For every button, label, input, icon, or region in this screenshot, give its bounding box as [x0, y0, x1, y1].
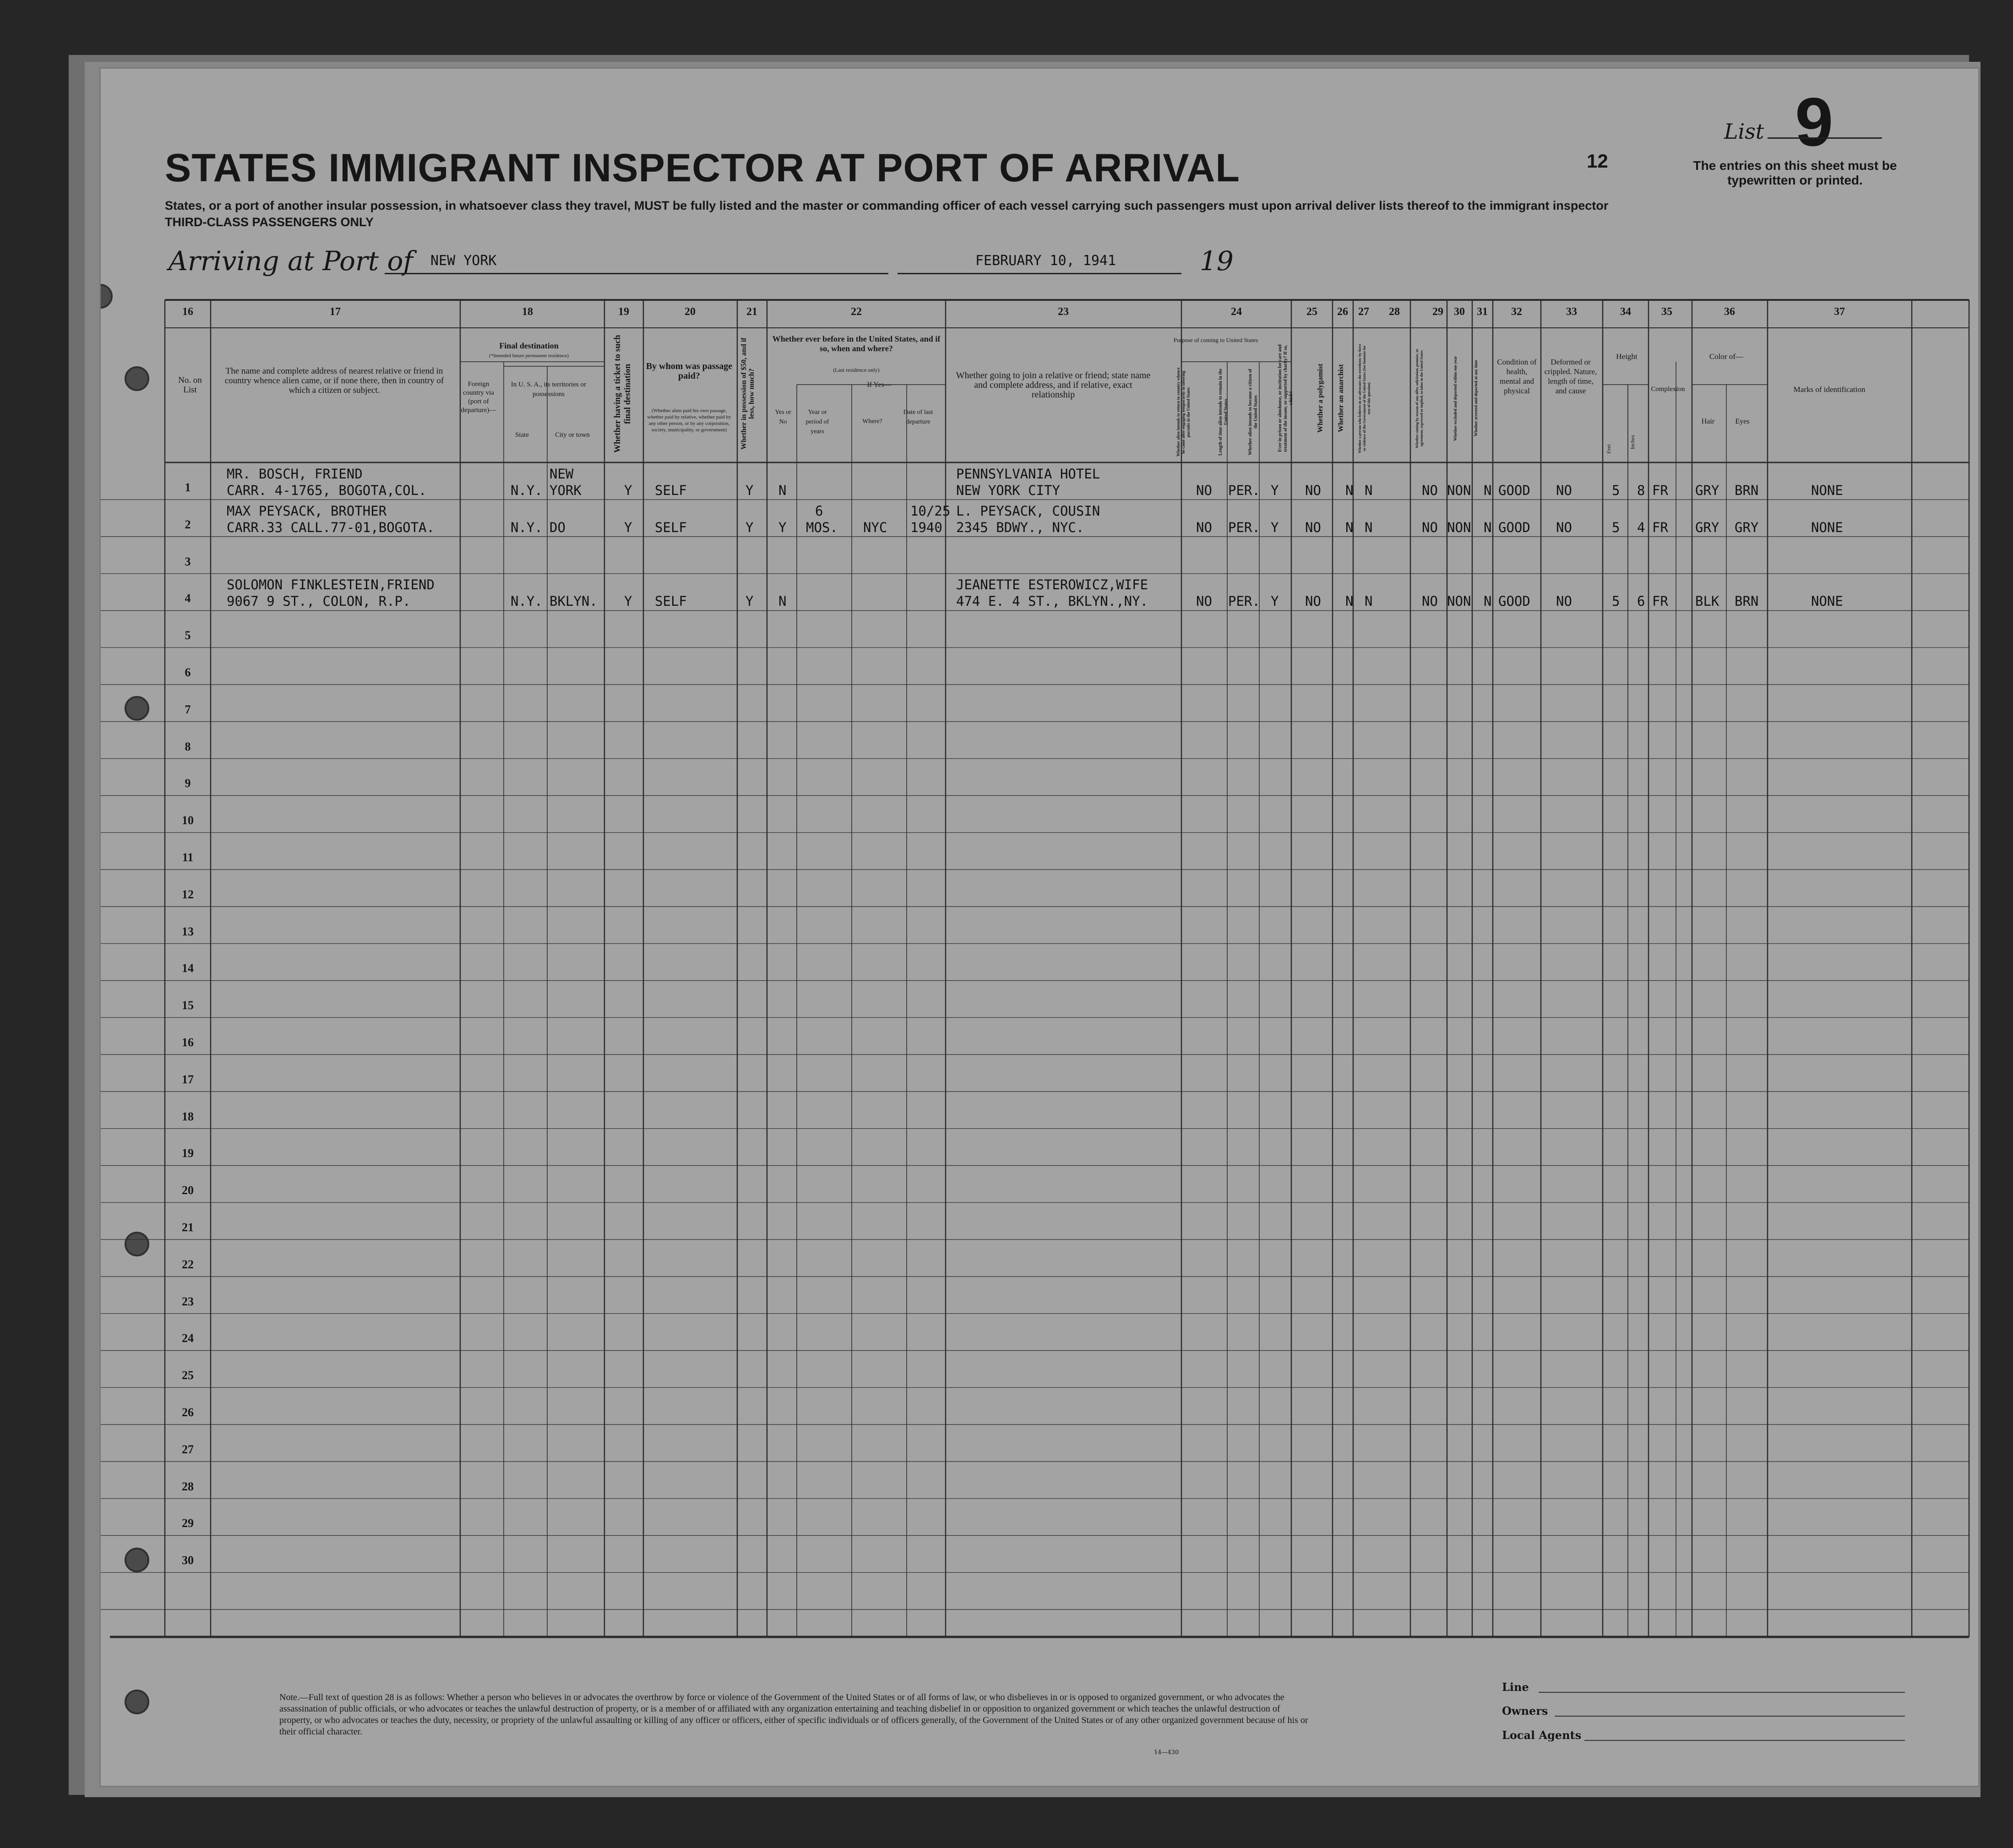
entry-state: N.Y.	[511, 483, 543, 498]
entry-city-line2: YORK	[549, 483, 582, 498]
header-c29: Whether coming by reason of any offer, solicitation, promise, or agreement, expressed or implied, to labor in the United States	[1415, 348, 1424, 448]
arriving-label: Arriving at Port of	[169, 245, 413, 277]
row-number: 26	[182, 1406, 194, 1419]
entry-purpose: NO	[1196, 483, 1212, 498]
header-c36-hair: Hair	[1701, 418, 1715, 425]
entry-complexion: FR	[1652, 593, 1668, 609]
entry-relative-line1: SOLOMON FINKLESTEIN,FRIEND	[227, 577, 435, 593]
header-c24b: Length of time alien intends to remain in the United States	[1218, 369, 1229, 456]
header-c23: Whether going to join a relative or friend; state name and complete address, and if relative, exact relationship	[956, 370, 1151, 400]
header-c22-period: Year or period of years	[805, 409, 829, 435]
entry-labor: NO	[1447, 593, 1463, 609]
column-number: 23	[1058, 306, 1069, 318]
line-underline	[1539, 1692, 1905, 1693]
entry-polygamist: N	[1345, 519, 1354, 535]
row-number: 10	[182, 814, 194, 827]
table-grid	[101, 69, 1978, 1786]
row-number: 18	[182, 1109, 194, 1123]
entry-ticket: Y	[624, 483, 632, 498]
column-number: 30	[1454, 306, 1465, 318]
entry-arrested: N	[1484, 593, 1492, 609]
entry-period-line1: 6	[815, 503, 823, 519]
form-number: 14—430	[1154, 1749, 1179, 1756]
header-c18-foreign: Foreign country via (port of departure)—	[461, 380, 496, 414]
footer-note: Note.—Full text of question 28 is as follows: Whether a person who believes in or advocates the overthrow by force or violence of the Government of the United States or of all forms of law, or who disbelieves in or is opposed to organized government, or who advocates the assassination of public officials, or who advocates or teaches the unlawful destruction of property, or is a member of or affiliated with any organization entertaining and teaching disbelief in or opposition to organized government or which teaches the unlawful destruction of property, or who advocates or teaches the duty, necessity, or propriety of the unlawful assaulting or killing of any officer or officers, either of specific individuals or of officers generally, of the Government of the United States or of any other organized government because of his or their official character.	[279, 1692, 1308, 1737]
column-number: 28	[1389, 306, 1400, 318]
entry-complexion: FR	[1652, 483, 1668, 498]
row-number: 8	[185, 739, 191, 753]
entry-health: GOOD	[1498, 483, 1530, 498]
entry-length: PER.	[1228, 519, 1260, 535]
header-c24: Purpose of coming to United States	[1173, 337, 1258, 343]
entry-ticket: Y	[624, 593, 632, 609]
year-prefix: 19	[1200, 245, 1234, 277]
entry-state: N.Y.	[511, 519, 543, 535]
entry-ticket: Y	[624, 519, 632, 535]
row-number: 16	[182, 1036, 194, 1049]
entry-money: Y	[745, 519, 754, 535]
entry-inches: 8	[1637, 483, 1645, 498]
header-c18-usa: In U. S. A., its territories or possessions	[511, 381, 587, 398]
entry-state: N.Y.	[511, 593, 543, 609]
entry-hair: BLK	[1695, 593, 1719, 609]
header-c18-note: (*Intended future permanent residence)	[489, 353, 569, 359]
entry-inches: 6	[1637, 593, 1645, 609]
owners-underline	[1555, 1716, 1905, 1717]
column-number: 35	[1661, 306, 1672, 318]
line-label: Line	[1502, 1680, 1529, 1694]
row-number: 5	[185, 629, 191, 642]
header-c25: Ever in prison or almshouse, or institution for care and treatment of the insane, or supported by charity? If so, which?	[1278, 344, 1294, 452]
entry-marks: NONE	[1811, 483, 1843, 498]
column-number: 21	[746, 306, 757, 318]
entry-relative-line2: 9067 9 ST., COLON, R.P.	[227, 593, 411, 609]
column-number: 31	[1477, 306, 1488, 318]
header-c33: Deformed or crippled. Nature, length of time, and cause	[1544, 358, 1597, 395]
header-c20: By whom was passage paid?	[646, 361, 733, 381]
entry-where: NYC	[863, 519, 887, 535]
column-number: 32	[1511, 306, 1522, 318]
header-c28: Whether a person who believes in or advocates the overthrow by force or violence of the Government of the United States (See footnote for text of this question)	[1358, 343, 1371, 453]
row-number: 20	[182, 1184, 194, 1197]
header-c24c: Whether alien intends to become a citizen of the United States	[1248, 369, 1258, 456]
column-number: 26	[1337, 306, 1348, 318]
entry-purpose: NO	[1196, 593, 1212, 609]
entry-anarchist: N	[1365, 593, 1373, 609]
entry-feet: 5	[1612, 593, 1620, 609]
list-number: 9	[1795, 83, 1833, 160]
entry-citizen: Y	[1271, 483, 1279, 498]
entry-relative-line2: CARR.33 CALL.77-01,BOGOTA.	[227, 519, 435, 535]
header-c31: Whether arrested and deported at any time	[1474, 360, 1478, 437]
entry-eyes: GRY	[1735, 519, 1759, 535]
row-number: 13	[182, 924, 194, 938]
header-c34-feet: Feet	[1605, 444, 1612, 454]
row-number: 25	[182, 1369, 194, 1382]
column-number: 34	[1620, 306, 1631, 318]
entry-labor: NO	[1447, 483, 1463, 498]
entry-citizen: Y	[1271, 519, 1279, 535]
entry-money: Y	[745, 483, 754, 498]
header-c36-eyes: Eyes	[1735, 418, 1750, 425]
entry-paid-by: SELF	[655, 519, 687, 535]
column-number: 29	[1432, 306, 1443, 318]
entry-feet: 5	[1612, 483, 1620, 498]
column-number: 24	[1231, 306, 1242, 318]
entry-city-line2: BKLYN.	[549, 593, 598, 609]
entry-join-line2: 474 E. 4 ST., BKLYN.,NY.	[956, 593, 1148, 609]
entry-departure-line1: 10/25	[910, 503, 951, 519]
entry-excluded: N	[1463, 593, 1471, 609]
column-number: 25	[1306, 306, 1317, 318]
header-c32: Condition of health, mental and physical	[1497, 358, 1537, 395]
entry-city-line1: NEW	[549, 466, 574, 482]
entry-join-line1: L. PEYSACK, COUSIN	[956, 503, 1100, 519]
column-number: 18	[522, 306, 533, 318]
entry-feet: 5	[1612, 519, 1620, 535]
entry-join-line2: 2345 BDWY., NYC.	[956, 519, 1084, 535]
entry-arrested: N	[1484, 519, 1492, 535]
entry-marks: NONE	[1811, 519, 1843, 535]
agents-underline	[1584, 1740, 1905, 1741]
entry-relative-line1: MR. BOSCH, FRIEND	[227, 466, 363, 482]
entry-join-line1: JEANETTE ESTEROWICZ,WIFE	[956, 577, 1148, 593]
header-c37: Marks of identification	[1793, 385, 1866, 394]
list-label: List	[1724, 119, 1764, 144]
row-number: 2	[185, 517, 191, 531]
header-c30: Whether excluded and deported within one year	[1453, 356, 1458, 441]
row-number: 19	[182, 1147, 194, 1160]
row-number: 1	[185, 481, 191, 494]
entry-deformed: NO	[1556, 519, 1572, 535]
row-number: 17	[182, 1072, 194, 1086]
entry-deformed: NO	[1556, 483, 1572, 498]
entry-period-line2: MOS.	[806, 519, 838, 535]
header-c18-state: State	[515, 431, 529, 439]
header-c24a: Whether alien intends to return to country whence he came after engaging temporarily in laboring pursuits in the United States	[1176, 367, 1191, 457]
entry-purpose: NO	[1196, 519, 1212, 535]
row-number: 21	[182, 1221, 194, 1234]
owners-label: Owners	[1502, 1704, 1548, 1718]
header-c17: The name and complete address of nearest relative or friend in country whence alien came, or if none there, then in country of which a citizen or subject.	[224, 366, 444, 395]
entries-note: The entries on this sheet must be typewritten or printed.	[1693, 158, 1897, 187]
entry-paid-by: SELF	[655, 593, 687, 609]
column-number: 22	[851, 306, 862, 318]
entry-citizen: Y	[1271, 593, 1279, 609]
port-value: NEW YORK	[430, 253, 497, 269]
row-number: 12	[182, 887, 194, 901]
entry-inches: 4	[1637, 519, 1645, 535]
entry-join-line1: PENNSYLVANIA HOTEL	[956, 466, 1100, 482]
entry-prison: NO	[1305, 519, 1321, 535]
row-number: 28	[182, 1479, 194, 1493]
column-number: 33	[1566, 306, 1577, 318]
entry-polygamist: N	[1345, 593, 1354, 609]
row-number: 4	[185, 592, 191, 605]
header-c18-city: City or town	[555, 431, 590, 439]
header-c22: Whether ever before in the United States, and if so, when and where?	[772, 334, 941, 353]
entry-health: GOOD	[1498, 593, 1530, 609]
header-c22-note: (Last residence only)	[833, 367, 880, 373]
entry-city-line2: DO	[549, 519, 566, 535]
entry-overthrow: NO	[1422, 483, 1438, 498]
entry-hair: GRY	[1695, 519, 1719, 535]
class-line: THIRD-CLASS PASSENGERS ONLY	[165, 215, 374, 229]
entry-excluded: N	[1463, 519, 1471, 535]
entry-paid-by: SELF	[655, 483, 687, 498]
manifest-sheet	[101, 69, 1978, 1786]
entry-labor: NO	[1447, 519, 1463, 535]
column-number: 17	[330, 306, 341, 318]
entry-deformed: NO	[1556, 593, 1572, 609]
entry-anarchist: N	[1365, 519, 1373, 535]
row-number: 24	[182, 1332, 194, 1345]
column-number: 20	[685, 306, 696, 318]
entry-arrested: N	[1484, 483, 1492, 498]
entry-relative-line1: MAX PEYSACK, BROTHER	[227, 503, 387, 519]
entry-marks: NONE	[1811, 593, 1843, 609]
row-number: 9	[185, 777, 191, 790]
header-c20-note: (Whether alien paid his own passage, whether paid by relative, whether paid by any other person, or by any corporation, society, municipality, or government)	[647, 408, 731, 433]
entry-health: GOOD	[1498, 519, 1530, 535]
entry-relative-line2: CARR. 4-1765, BOGOTA,COL.	[227, 483, 427, 498]
entry-length: PER.	[1228, 483, 1260, 498]
entry-complexion: FR	[1652, 519, 1668, 535]
row-number: 27	[182, 1442, 194, 1456]
header-c34-inches: Inches	[1629, 435, 1636, 450]
row-number: 6	[185, 666, 191, 679]
header-c35: Complexion	[1651, 386, 1685, 393]
header-c22-ifyes: If Yes—	[867, 381, 892, 389]
header-c34: Height	[1616, 352, 1638, 361]
entry-prison: NO	[1305, 483, 1321, 498]
date-value: FEBRUARY 10, 1941	[975, 253, 1116, 269]
row-number: 7	[185, 702, 191, 716]
header-c16: No. on List	[178, 375, 202, 395]
agents-label: Local Agents	[1502, 1728, 1582, 1742]
row-number: 30	[182, 1554, 194, 1567]
entry-eyes: BRN	[1735, 483, 1759, 498]
header-c22-date: Date of last departure	[903, 409, 933, 425]
entry-before-us: N	[778, 483, 787, 498]
header-c19: Whether having a ticket to such final destination	[613, 335, 632, 453]
column-number: 36	[1724, 306, 1735, 318]
entry-excluded: N	[1463, 483, 1471, 498]
entry-prison: NO	[1305, 593, 1321, 609]
header-c36: Color of—	[1709, 352, 1744, 361]
column-number: 27	[1358, 306, 1369, 318]
entry-hair: GRY	[1695, 483, 1719, 498]
entry-overthrow: NO	[1422, 519, 1438, 535]
entry-anarchist: N	[1365, 483, 1373, 498]
row-number: 22	[182, 1257, 194, 1271]
header-c18: Final destination	[499, 341, 559, 350]
column-number: 19	[618, 306, 629, 318]
row-number: 15	[182, 999, 194, 1012]
entry-before-us: Y	[778, 519, 787, 535]
column-number: 16	[182, 306, 193, 318]
header-c22-yesno: Yes or No	[775, 409, 791, 425]
entry-join-line2: NEW YORK CITY	[956, 483, 1060, 498]
column-number: 37	[1834, 306, 1845, 318]
entry-eyes: BRN	[1735, 593, 1759, 609]
entry-polygamist: N	[1345, 483, 1354, 498]
subtitle-text: States, or a port of another insular possession, in whatsoever class they travel, MUST be fully listed and the master or commanding officer of each vessel carrying such passengers must upon arrival deliver lists thereof to the immigrant inspector	[165, 199, 1609, 212]
entry-before-us: N	[778, 593, 787, 609]
row-number: 14	[182, 962, 194, 975]
entry-money: Y	[745, 593, 754, 609]
page-title: STATES IMMIGRANT INSPECTOR AT PORT OF ARRIVAL	[165, 146, 1240, 190]
page-number: 12	[1587, 150, 1608, 172]
entry-departure-line2: 1940	[910, 519, 942, 535]
entry-length: PER.	[1228, 593, 1260, 609]
row-number: 3	[185, 554, 191, 568]
header-c26: Whether a polygamist	[1317, 364, 1324, 433]
row-number: 23	[182, 1294, 194, 1308]
header-c22-where: Where?	[862, 418, 882, 425]
row-number: 29	[182, 1516, 194, 1530]
header-c21: Whether in possession of $50, and if less, how much?	[740, 337, 756, 450]
row-number: 11	[182, 851, 194, 864]
entry-overthrow: NO	[1422, 593, 1438, 609]
header-c27: Whether an anarchist	[1337, 364, 1345, 433]
